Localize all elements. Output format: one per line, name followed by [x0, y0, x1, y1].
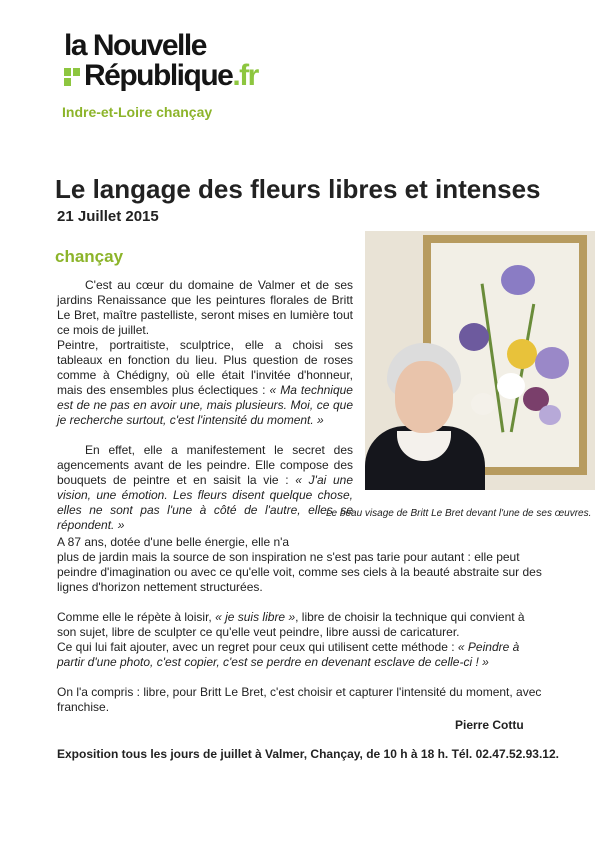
paragraph-2-text: Peintre, portraitiste, sculptrice, elle a choisi ses tableaux en fonction du lieu. Plus question de roses comme à Chédigny, où elle était l'invitée d'honneur, mais des ensembles plus éclectiques :: [57, 338, 353, 397]
photo-caption: Le beau visage de Britt Le Bret devant l'une de ses œuvres.: [326, 508, 592, 519]
paragraph-5-text-a: Comme elle le répète à loisir,: [57, 610, 212, 624]
logo-line2: [84, 60, 258, 92]
paragraph-5: [57, 610, 547, 640]
paragraph-3-text: En effet, elle a manifestement le secret des agencements avant de les peindre. Elle compose des bouquets de peintre et en saisit la vie :: [57, 443, 353, 487]
article-photo: [365, 231, 595, 490]
article-headline: Le langage des fleurs libres et intenses: [55, 174, 541, 204]
paragraph-5-quote: « je suis libre »: [215, 610, 296, 624]
logo-tld: .fr: [232, 59, 258, 92]
paragraph-3-quote: « J'ai une vision, une émotion. Les fleurs disent quelque chose, elles ne sont pas l'une à côté de l'autre, elles se répondent. »: [57, 473, 353, 532]
newspaper-logo: [62, 30, 302, 100]
paragraph-4-line1: A 87 ans, dotée d'une belle énergie, elle n'a: [57, 535, 290, 549]
paragraph-4-rest: plus de jardin mais la source de son inspiration ne s'est pas tarie pour autant : elle peut peindre d'imagination ou avec ce qu'elle voit, comme ses ciels à la beauté abstraite sur des lignes d'horizon nettement structurées.: [57, 550, 542, 594]
paragraph-6-text: Ce qui lui fait ajouter, avec un regret pour ceux qui utilisent cette méthode :: [57, 640, 455, 654]
article-kicker: chançay: [55, 247, 124, 266]
paragraph-6: [57, 640, 547, 670]
paragraph-3: [57, 443, 353, 533]
section-label: Indre-et-Loire chançay: [62, 104, 213, 120]
paragraph-2: [57, 338, 353, 428]
logo-line1: la Nouvelle: [64, 29, 206, 62]
logo-mark-icon: [64, 68, 80, 86]
paragraph-7: On l'a compris : libre, pour Britt Le Bret, c'est choisir et capturer l'intensité du moment, avec franchise.: [57, 685, 542, 714]
paragraph-2-quote: « Ma technique est de ne pas en avoir une, mais plusieurs. Moi, ce que je recherche surtout, c'est l'intensité du moment. »: [57, 383, 353, 427]
author-signature: Pierre Cottu: [455, 718, 524, 732]
person-face: [395, 361, 453, 433]
exhibition-info: Exposition tous les jours de juillet à Valmer, Chançay, de 10 h à 18 h. Tél. 02.47.52.93.12.: [57, 747, 559, 761]
article-date: 21 Juillet 2015: [57, 208, 159, 225]
paragraph-1: C'est au cœur du domaine de Valmer et de ses jardins Renaissance que les peintures florales de Britt Le Bret, maître pastelliste, seront mises en lumière tout ce mois de juillet.: [57, 278, 353, 337]
paragraph-6-quote: « Peindre à partir d'une photo, c'est copier, c'est se perdre en devenant esclave de celle-ci ! »: [57, 640, 520, 669]
article-body: [57, 535, 547, 715]
logo-main: République: [84, 59, 233, 92]
article-column: [57, 278, 353, 533]
paragraph-5-text-b: , libre de choisir la technique qui convient à son sujet, libre de sculpter ce qu'elle veut peindre, libre aussi de caricaturer.: [57, 610, 525, 639]
